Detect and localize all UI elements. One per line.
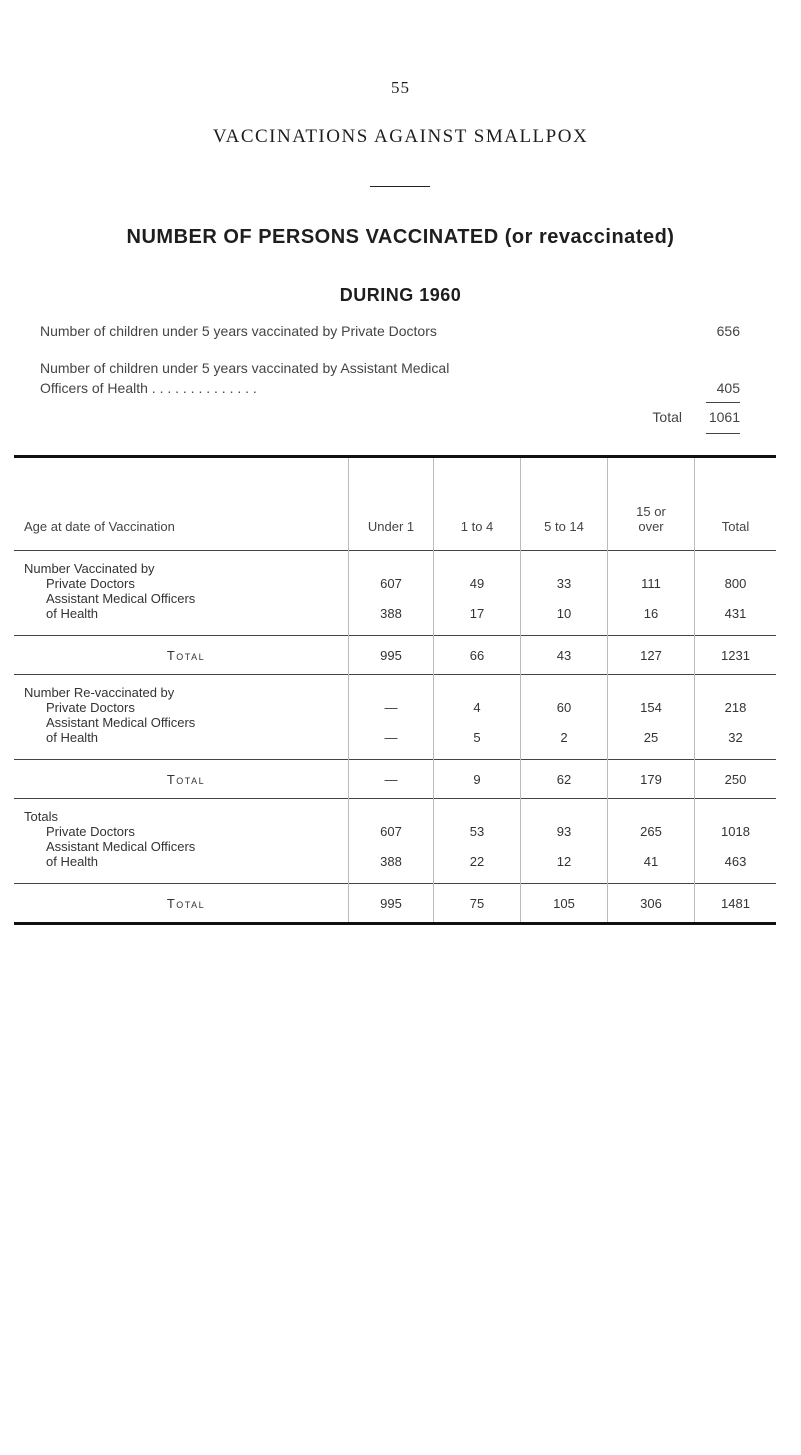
summary-amo-label-1: Number of children under 5 years vaccinated by Assistant Medical xyxy=(40,360,450,376)
cell-5-to-14: 33 10 xyxy=(521,551,608,636)
page-subtitle-year: DURING 1960 xyxy=(339,285,462,305)
row-label-vaccinated xyxy=(14,551,349,636)
total-total: 1481 xyxy=(695,884,777,924)
cell-total: 218 32 xyxy=(695,675,777,760)
header-age: Age at date of Vaccination xyxy=(24,519,175,534)
cell-under-1: 607 388 xyxy=(349,799,434,884)
row-label-amo-cont: of Health xyxy=(46,854,99,869)
summary-total-rule xyxy=(706,433,740,434)
row-label-revaccinated xyxy=(14,675,349,760)
header-15-over-line2: over xyxy=(638,519,664,534)
total-15-over: 179 xyxy=(608,760,695,799)
total-total: 250 xyxy=(695,760,777,799)
total-5-to-14: 105 xyxy=(521,884,608,924)
row-label-amo-cont: of Health xyxy=(46,730,99,745)
cell-total: 1018 463 xyxy=(695,799,777,884)
header-15-over xyxy=(608,457,695,551)
total-under-1: 995 xyxy=(349,636,434,675)
total-total: 1231 xyxy=(695,636,777,675)
row-label-totals xyxy=(14,799,349,884)
total-label: Total xyxy=(14,760,349,799)
page-subtitle: NUMBER OF PERSONS VACCINATED (or revaccinated) xyxy=(126,226,675,248)
table-total-row xyxy=(14,884,776,924)
cell-under-1: — — xyxy=(349,675,434,760)
total-under-1: — xyxy=(349,760,434,799)
summary-private-doctors xyxy=(40,323,740,339)
header-total: Total xyxy=(695,457,777,551)
cell-5-to-14: 60 2 xyxy=(521,675,608,760)
row-label-amo: Assistant Medical Officers xyxy=(46,839,196,854)
total-1-to-4: 9 xyxy=(434,760,521,799)
total-15-over: 306 xyxy=(608,884,695,924)
group-heading: Number Vaccinated by xyxy=(24,561,155,576)
total-label: Total xyxy=(14,884,349,924)
cell-5-to-14: 93 12 xyxy=(521,799,608,884)
summary-total-label: Total xyxy=(652,409,682,425)
cell-total: 800 431 xyxy=(695,551,777,636)
total-label: Total xyxy=(14,636,349,675)
row-label-amo: Assistant Medical Officers xyxy=(46,715,196,730)
group-heading: Number Re-vaccinated by xyxy=(24,685,175,700)
row-label-amo-cont: of Health xyxy=(46,606,99,621)
group-heading: Totals xyxy=(24,809,58,824)
table-row xyxy=(14,675,776,760)
page-title: VACCINATIONS AGAINST SMALLPOX xyxy=(212,126,589,147)
summary-amo-line1 xyxy=(40,360,740,376)
summary-amo-label-2: Officers of Health . . . . . . . . . . . . . . xyxy=(40,380,257,396)
header-under-1: Under 1 xyxy=(349,457,434,551)
summary-sum-rule xyxy=(706,402,740,403)
cell-15-over: 265 41 xyxy=(608,799,695,884)
header-15-over-line1: 15 or xyxy=(636,504,666,519)
summary-amo-value: 405 xyxy=(716,380,740,396)
header-1-to-4: 1 to 4 xyxy=(434,457,521,551)
summary-total-value: 1061 xyxy=(708,409,740,425)
total-under-1: 995 xyxy=(349,884,434,924)
row-label-amo: Assistant Medical Officers xyxy=(46,591,196,606)
table-row xyxy=(14,799,776,884)
cell-15-over: 111 16 xyxy=(608,551,695,636)
title-divider xyxy=(370,186,430,187)
total-5-to-14: 43 xyxy=(521,636,608,675)
total-1-to-4: 66 xyxy=(434,636,521,675)
total-5-to-14: 62 xyxy=(521,760,608,799)
row-label-private-doctors: Private Doctors xyxy=(46,700,135,715)
table-total-row xyxy=(14,760,776,799)
summary-amo-line2 xyxy=(40,380,740,396)
total-1-to-4: 75 xyxy=(434,884,521,924)
table-total-row xyxy=(14,636,776,675)
cell-15-over: 154 25 xyxy=(608,675,695,760)
row-label-private-doctors: Private Doctors xyxy=(46,576,135,591)
header-5-to-14: 5 to 14 xyxy=(521,457,608,551)
cell-1-to-4: 53 22 xyxy=(434,799,521,884)
cell-under-1: 607 388 xyxy=(349,551,434,636)
vaccination-table xyxy=(14,455,776,925)
cell-1-to-4: 4 5 xyxy=(434,675,521,760)
table-header-row xyxy=(14,457,776,551)
summary-private-doctors-value: 656 xyxy=(716,323,740,339)
row-label-private-doctors: Private Doctors xyxy=(46,824,135,839)
cell-1-to-4: 49 17 xyxy=(434,551,521,636)
summary-private-doctors-label: Number of children under 5 years vaccinated by Private Doctors xyxy=(40,323,437,339)
total-15-over: 127 xyxy=(608,636,695,675)
page-number: 55 xyxy=(391,78,410,97)
table-row xyxy=(14,551,776,636)
